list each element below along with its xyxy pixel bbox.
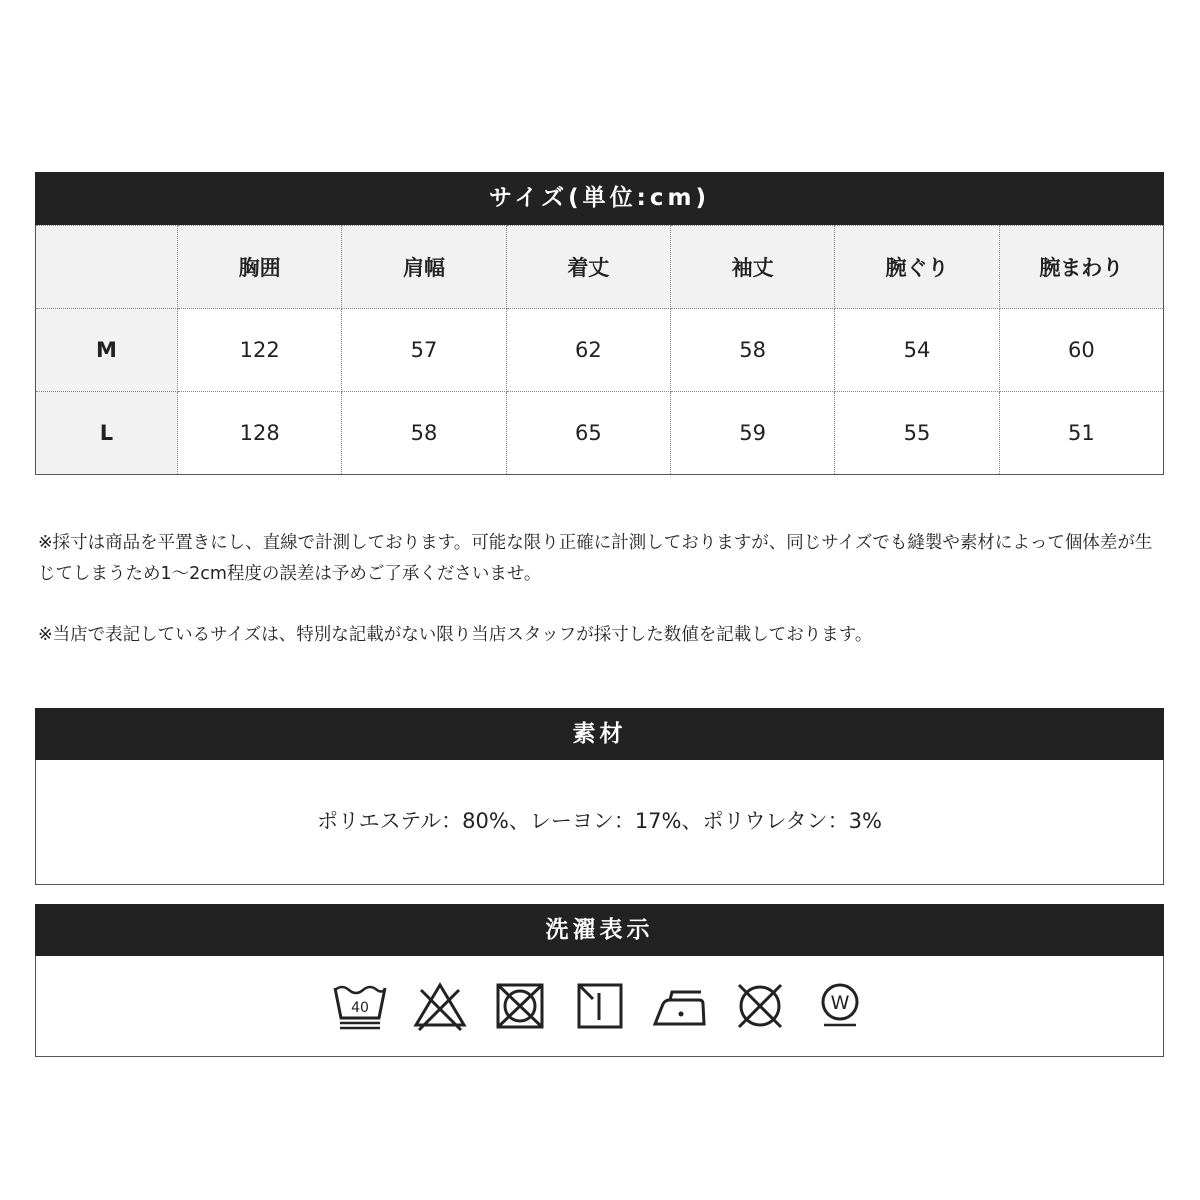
size-label: M — [36, 309, 178, 392]
care-panel — [35, 904, 1164, 1057]
size-chart-panel — [35, 172, 1164, 475]
table-cell: 58 — [342, 392, 506, 475]
table-row — [36, 392, 1164, 475]
care-title: 洗濯表示 — [35, 904, 1164, 956]
iron-low-icon — [651, 980, 709, 1032]
material-panel — [35, 708, 1164, 885]
column-header-shoulder: 肩幅 — [342, 226, 506, 309]
table-cell: 57 — [342, 309, 506, 392]
wash-temperature-label: 40 — [350, 1000, 369, 1016]
column-header-armhole: 腕ぐり — [835, 226, 999, 309]
size-table-header-row — [36, 226, 1164, 309]
column-header-chest: 胸囲 — [178, 226, 342, 309]
table-cell: 65 — [506, 392, 670, 475]
wet-clean-label: W — [830, 992, 849, 1014]
care-icons-row — [35, 956, 1164, 1057]
wash-40-gentle-icon — [331, 980, 389, 1032]
table-cell: 55 — [835, 392, 999, 475]
size-chart-title: サイズ(単位:cm) — [35, 172, 1164, 225]
size-table — [35, 225, 1164, 475]
column-header-arm-circumference: 腕まわり — [999, 226, 1163, 309]
material-title: 素材 — [35, 708, 1164, 760]
table-cell: 62 — [506, 309, 670, 392]
column-header-sleeve: 袖丈 — [670, 226, 834, 309]
no-tumble-dry-icon — [491, 980, 549, 1032]
size-note: ※当店で表記しているサイズは、特別な記載がない限り当店スタッフが採寸した数値を記載しております。 — [38, 625, 873, 645]
table-row — [36, 309, 1164, 392]
table-cell: 59 — [670, 392, 834, 475]
line-dry-shade-icon — [571, 980, 629, 1032]
no-bleach-icon — [411, 980, 469, 1032]
measurement-note: ※採寸は商品を平置きにし、直線で計測しております。可能な限り正確に計測しておりますが、同じサイズでも縫製や素材によって個体差が生じてしまうため1～2cm程度の誤差は予めご了承くださいませ。 — [38, 533, 1153, 584]
size-table-corner-cell — [36, 226, 178, 309]
wet-clean-gentle-icon — [811, 980, 869, 1032]
material-text: ポリエステル：80%、レーヨン：17%、ポリウレタン：3% — [35, 760, 1164, 885]
table-cell: 58 — [670, 309, 834, 392]
no-dry-clean-icon — [731, 980, 789, 1032]
table-cell: 51 — [999, 392, 1163, 475]
size-label: L — [36, 392, 178, 475]
table-cell: 54 — [835, 309, 999, 392]
column-header-length: 着丈 — [506, 226, 670, 309]
table-cell: 122 — [178, 309, 342, 392]
table-cell: 128 — [178, 392, 342, 475]
table-cell: 60 — [999, 309, 1163, 392]
